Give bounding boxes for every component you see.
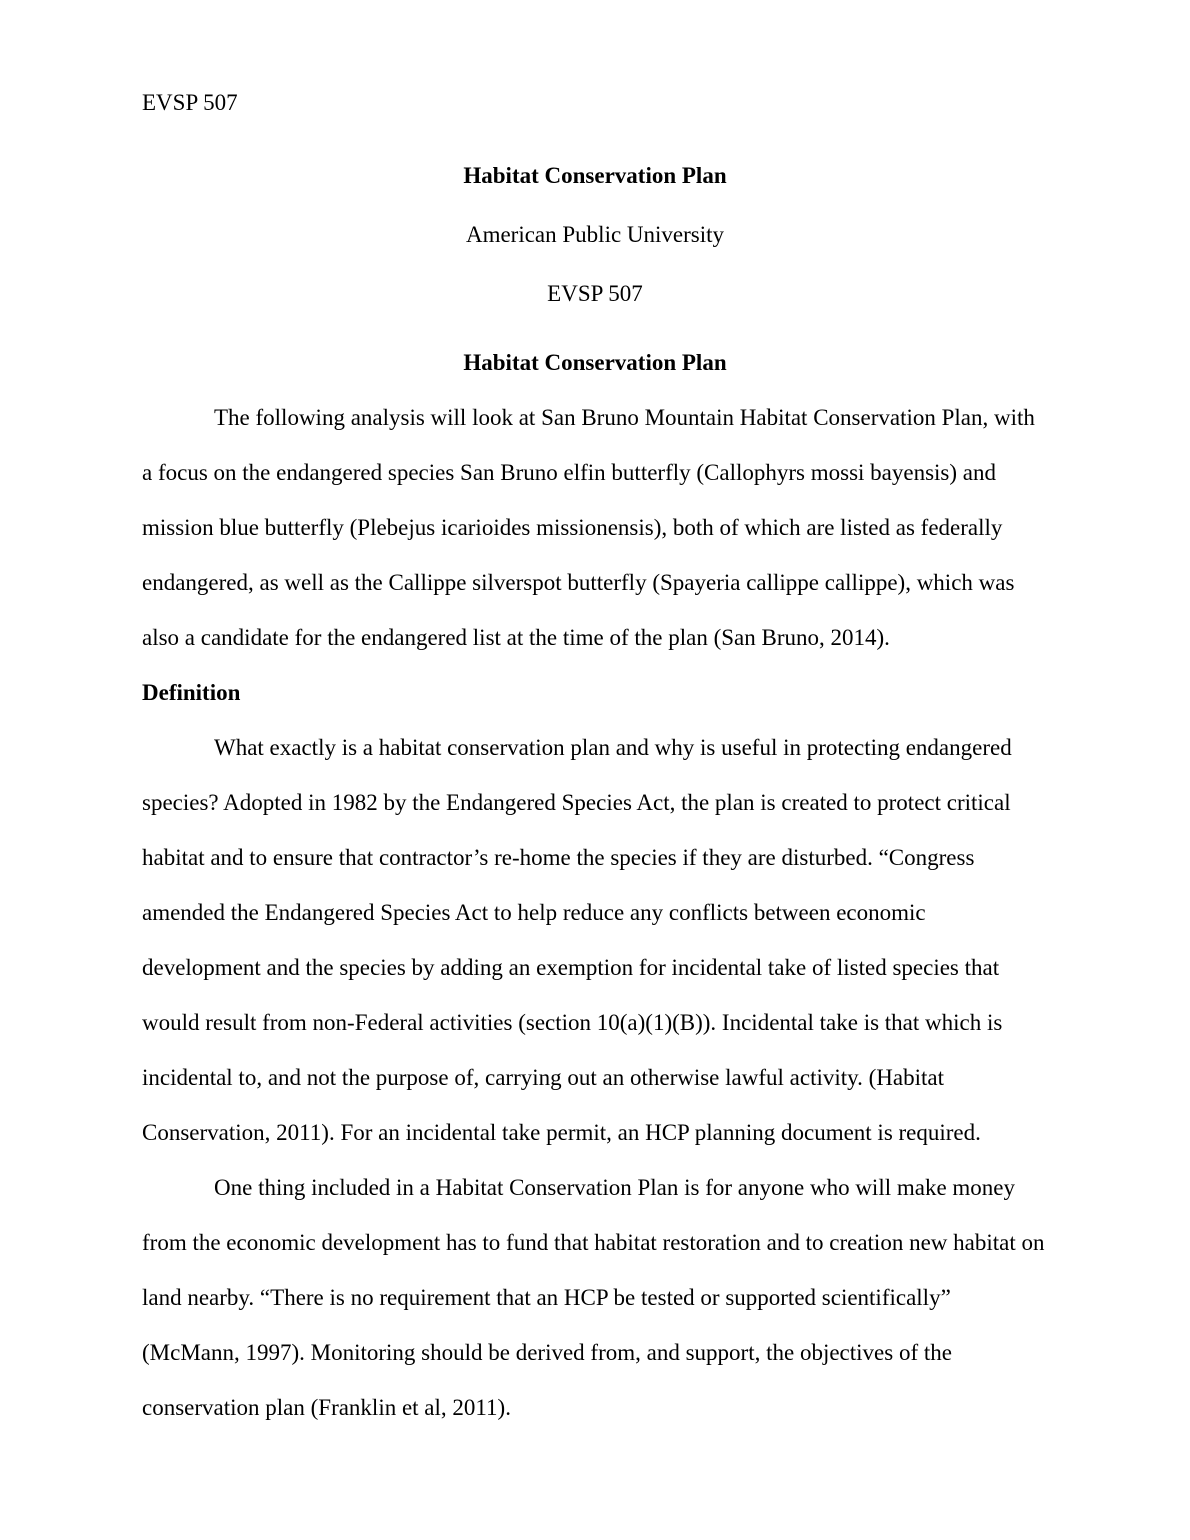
- course-line: EVSP 507: [547, 281, 643, 306]
- definition-heading: Definition: [142, 680, 241, 705]
- paragraph-definition: What exactly is a habitat conservation plan and why is useful in protecting endangered species? Adopted in 1982 by the Endangered Species Act, the plan is created to protect critical habitat and to ensure that contractor’s re-home the species if they are disturbed. “Congress amended the Endangered Species Act to help reduce any conflicts between economic development and the species by adding an exemption for incidental take of listed species that would result from non-Federal activities (section 10(a)(1)(B)). Incidental take is that which is incidental to, and not the purpose of, carrying out an otherwise lawful activity. (Habitat Conservation, 2011). For an incidental take permit, an HCP planning document is required.: [142, 735, 1012, 1145]
- paragraph-funding: One thing included in a Habitat Conservation Plan is for anyone who will make money from the economic development has to fund that habitat restoration and to creation new habitat on land nearby. “There is no requirement that an HCP be tested or supported scientifically” (McMann, 1997). Monitoring should be derived from, and support, the objectives of the conservation plan (Franklin et al, 2011).: [142, 1175, 1045, 1420]
- document-body: [142, 390, 1048, 1435]
- document-title: Habitat Conservation Plan: [463, 163, 727, 188]
- running-head: EVSP 507: [142, 90, 238, 115]
- paragraph-intro: The following analysis will look at San Bruno Mountain Habitat Conservation Plan, with a focus on the endangered species San Bruno elfin butterfly (Callophyrs mossi bayensis) and mission blue butterfly (Plebejus icarioides missionensis), both of which are listed as federally endangered, as well as the Callippe silverspot butterfly (Spayeria callippe callippe), which was also a candidate for the endangered list at the time of the plan (San Bruno, 2014).: [142, 405, 1035, 650]
- title-block: [142, 148, 1048, 321]
- institution-line: American Public University: [465, 222, 725, 247]
- section-heading: Habitat Conservation Plan: [463, 350, 727, 375]
